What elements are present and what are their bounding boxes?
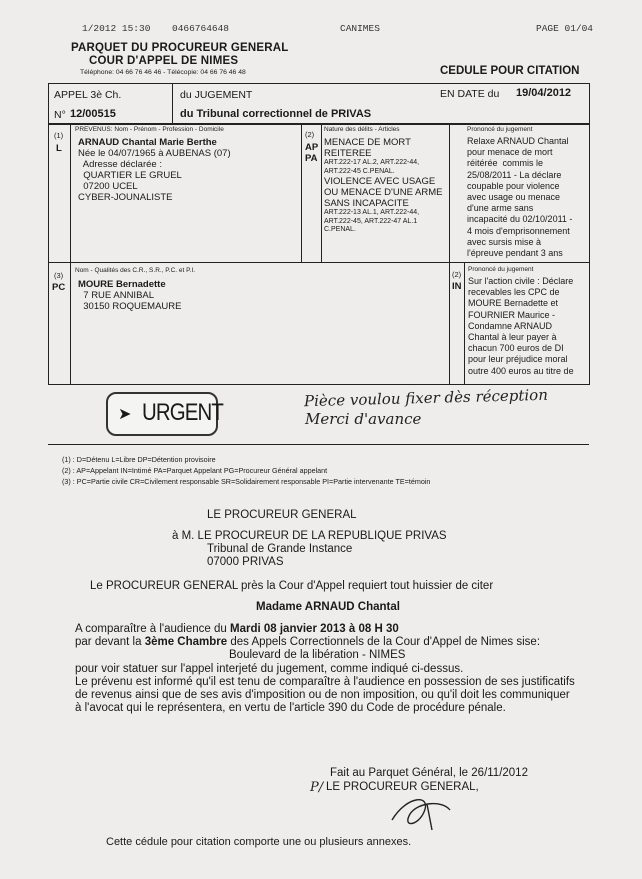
penal-judgment-line: Relaxe ARNAUD Chantal [467, 136, 569, 146]
civil-judgment-line: Condamne ARNAUD [468, 320, 553, 331]
civil-party-details [78, 279, 181, 312]
penal-judgment-text [467, 136, 572, 259]
civil-party-index: (3) [54, 271, 64, 280]
offense-line: VIOLENCE AVEC USAGE [324, 176, 436, 187]
defendant-field-label: PREVENUS: Nom - Prénom - Profession - Domicile [75, 126, 224, 133]
offense-line: C.PENAL. [324, 226, 356, 233]
signature-prefix: P/ [310, 780, 324, 795]
civil-judgment-line: outre 400 euros au titre de [468, 365, 574, 376]
penal-judgment-line: 4 mois d'emprisonnement [467, 225, 570, 236]
office-telephone: Téléphone: 04 66 76 46 46 - Télécopie: 04 66 76 46 48 [80, 69, 246, 76]
defendant-details [78, 137, 231, 203]
civil-judgment-status: IN [452, 281, 462, 292]
offenses-field-label: Nature des délits - Articles [324, 126, 400, 133]
civil-judgment-line: Chantal à leur payer à [468, 332, 557, 343]
offense-line: OU MENACE D'UNE ARME [324, 187, 443, 198]
penal-judgment-label: Prononcé du jugement [467, 126, 533, 133]
defendant-index: (1) [54, 131, 64, 140]
offenses-code-ap: AP [305, 142, 319, 153]
offenses-code-pa: PA [305, 153, 318, 164]
civil-party-street: 7 RUE ANNIBAL [78, 290, 155, 301]
chamber-name: 3ème Chambre [144, 636, 228, 648]
fax-sender: CANIMES [340, 23, 380, 34]
offense-line: MENACE DE MORT [324, 137, 411, 148]
fax-phone: 0466764648 [172, 23, 230, 34]
defendant-status: L [56, 143, 62, 154]
offenses-index: (2) [305, 130, 315, 139]
case-number-label: N° [54, 109, 66, 121]
letter-recipient-city: 07000 PRIVAS [207, 556, 284, 568]
letter-recipient: à M. LE PROCUREUR DE LA REPUBLIQUE PRIVAS [172, 530, 447, 542]
civil-judgment-line: Sur l'action civile : Déclare [468, 276, 574, 286]
civil-party-name: MOURE Bernadette [78, 279, 166, 290]
civil-judgment-line: chacun 700 euros de DI [468, 343, 564, 354]
appeal-chamber: APPEL 3è Ch. [54, 89, 122, 101]
civil-judgment-line: pour leur préjudice moral [468, 354, 568, 365]
fax-page: PAGE 01/04 [536, 23, 594, 34]
penal-judgment-line: incapacité du 02/10/2011 - [467, 214, 573, 225]
defendant-address-label: Adresse déclarée : [78, 159, 162, 170]
letter-para2-line1: Le prévenu est informé qu'il est tenu de comparaître à l'audience en possession de ses justificatifs [75, 676, 575, 688]
court-address: Boulevard de la libération - NIMES [229, 649, 406, 661]
civil-judgment-label: Prononcé du jugement [468, 266, 534, 273]
urgent-stamp-text: URGENT [142, 399, 224, 426]
letter-sender: LE PROCUREUR GENERAL [207, 509, 357, 521]
civil-party-status: PC [52, 282, 66, 293]
judgment-court: du Tribunal correctionnel de PRIVAS [180, 108, 372, 120]
civil-judgment-line: recevables les CPC de [468, 287, 560, 298]
signed-by: LE PROCUREUR GENERAL, [326, 781, 479, 793]
handwritten-note-line1: Pièce voulou fixer dès réception [303, 385, 549, 411]
office-name: PARQUET DU PROCUREUR GENERAL [71, 42, 289, 54]
fax-datetime: 1/2012 15:30 [82, 23, 151, 34]
legend-line-2: (2) : AP=Appelant IN=Intimé PA=Parquet Appelant PG=Procureur Général appelant [62, 466, 328, 475]
civil-judgment-line: MOURE Bernadette et [468, 298, 559, 309]
offense-line: ART.222-45, ART.222-47 AL.1 [324, 217, 418, 225]
letter-recipient-court: Tribunal de Grande Instance [207, 543, 353, 555]
signature-scribble [372, 790, 482, 836]
civil-judgment-line: FOURNIER Maurice - [468, 309, 556, 320]
civil-party-city: 30150 ROQUEMAURE [78, 301, 182, 312]
hearing-line: A comparaître à l'audience du Mardi 08 janvier 2013 à 08 H 30 [75, 623, 399, 635]
office-court: COUR D'APPEL DE NIMES [89, 55, 239, 67]
penal-judgment-line: d'une arme sans [467, 203, 534, 214]
penal-judgment-line: avec usage ou menace [467, 192, 561, 203]
civil-judgment-index: (2) [452, 270, 462, 279]
offense-line: ART.222-17 AL.2, ART.222-44, [324, 159, 420, 166]
civil-party-field-label: Nom - Qualités des C.R., S.R., P.C. et P.I. [75, 267, 196, 274]
defendant-name: ARNAUD Chantal Marie Berthe [78, 137, 217, 148]
hearing-date: Mardi 08 janvier 2013 à 08 H 30 [230, 623, 399, 635]
arrow-right-icon: ➤ [118, 406, 132, 423]
letter-para2-line2: de revenus ainsi que de ses avis d'imposition ou de non imposition, ou qu'il doit les communiquer [75, 689, 570, 701]
legend-line-1: (1) : D=Détenu L=Libre DP=Détention provisoire [62, 455, 216, 464]
letter-para1: pour voir statuer sur l'appel interjeté du jugement, comme indiqué ci-dessus. [75, 663, 464, 675]
urgent-stamp [106, 392, 224, 436]
signed-place-date: Fait au Parquet Général, le 26/11/2012 [330, 767, 528, 779]
offenses-list [324, 137, 442, 235]
penal-judgment-line: coupable pour violence [467, 180, 560, 191]
judgment-type: du JUGEMENT [180, 89, 253, 101]
penal-judgment-line: pour menace de mort [467, 147, 553, 158]
offense-line: REITEREE [324, 148, 372, 159]
date-label: EN DATE du [440, 88, 500, 100]
chamber-line: par devant la 3ème Chambre des Appels Correctionnels de la Cour d'Appel de Nimes sise: [75, 636, 541, 648]
document-title: CEDULE POUR CITATION [440, 65, 580, 77]
offense-line: ART.222-45 C.PENAL. [324, 167, 395, 175]
offense-line: SANS INCAPACITE [324, 198, 409, 209]
defendant-address-street: QUARTIER LE GRUEL [78, 170, 182, 181]
penal-judgment-line: l'épreuve pendant 3 ans [467, 248, 563, 259]
cited-person: Madame ARNAUD Chantal [256, 601, 400, 613]
letter-request: Le PROCUREUR GENERAL près la Cour d'Appel requiert tout huissier de citer [90, 580, 494, 592]
legend-line-3: (3) : PC=Partie civile CR=Civilement responsable SR=Solidairement responsable PI=Partie intervenante TE=témoin [62, 477, 431, 486]
letter-para2-line3: à l'avocat qui le représentera, en vertu de l'article 390 du Code de procédure pénale. [75, 702, 506, 714]
footer-note: Cette cédule pour citation comporte une ou plusieurs annexes. [106, 836, 412, 848]
civil-judgment-text [468, 276, 574, 377]
defendant-profession: CYBER-JOUNALISTE [78, 192, 173, 203]
defendant-address-city: 07200 UCEL [78, 181, 138, 192]
offense-line: ART.222-13 AL.1, ART.222-44, [324, 209, 420, 216]
penal-judgment-line: réitérée commis le [467, 158, 544, 169]
judgment-date: 19/04/2012 [516, 87, 572, 99]
handwritten-note-line2: Merci d'avance [305, 410, 422, 428]
defendant-birth: Née le 04/07/1965 à AUBENAS (07) [78, 148, 231, 159]
penal-judgment-line: avec sursis mise à [467, 236, 542, 247]
case-number: 12/00515 [70, 108, 116, 120]
penal-judgment-line: 25/08/2011 - La déclare [467, 169, 562, 180]
